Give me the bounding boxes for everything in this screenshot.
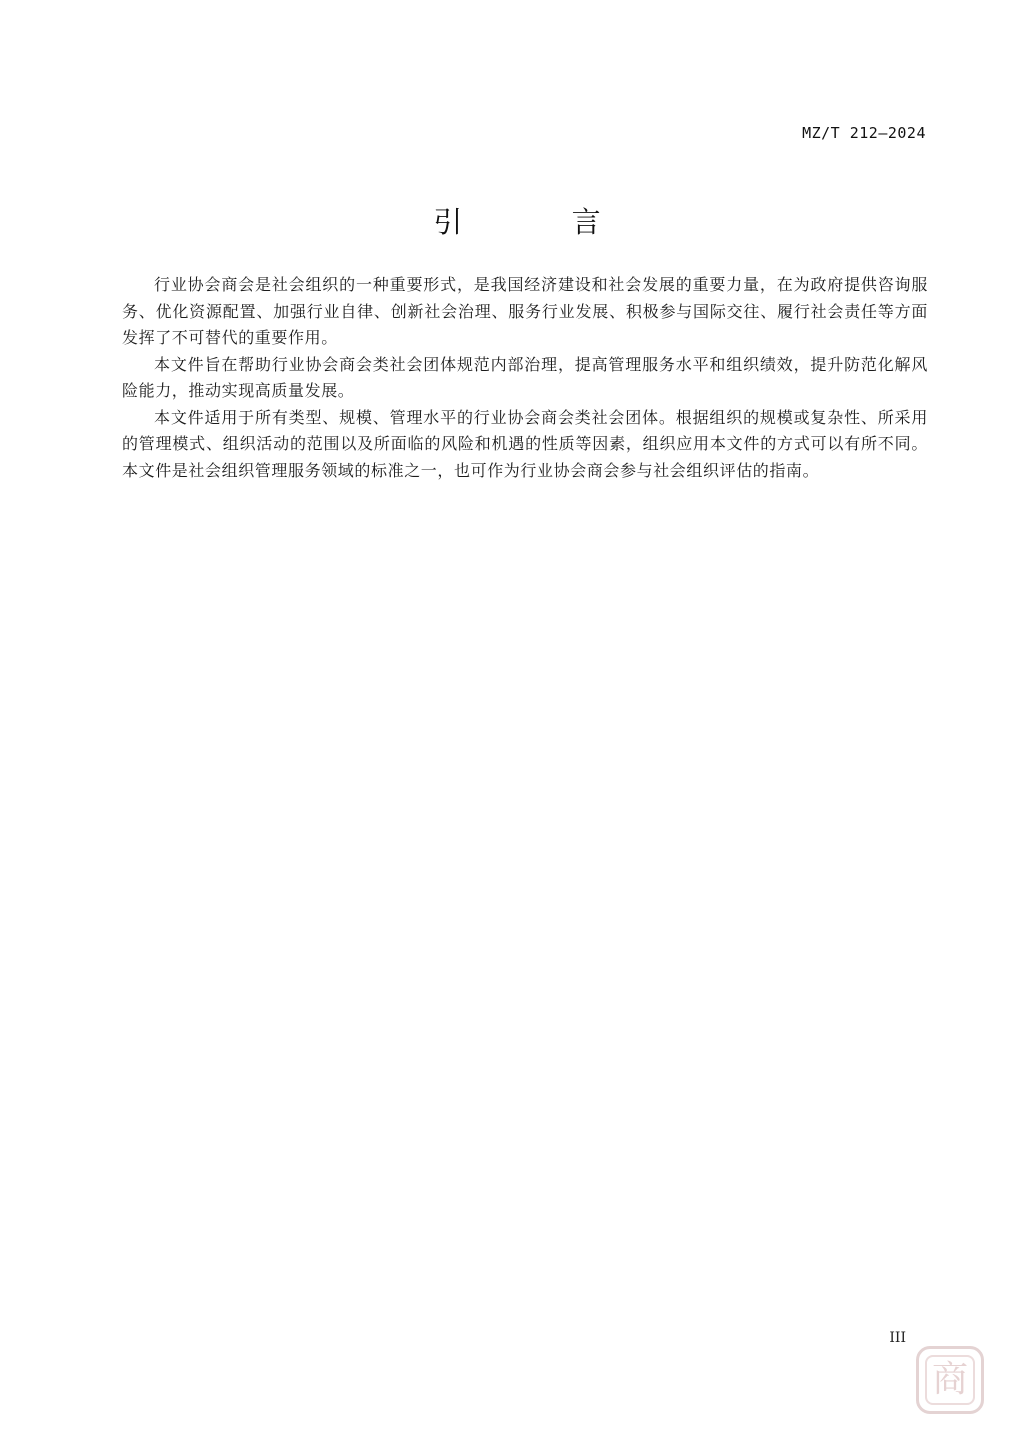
- body-text: [122, 272, 928, 484]
- section-title: 引 言: [433, 205, 651, 239]
- paragraph: 本文件适用于所有类型、规模、管理水平的行业协会商会类社会团体。根据组织的规模或复杂性、所采用的管理模式、组织活动的范围以及所面临的风险和机遇的性质等因素，组织应用本文件的方式可以有所不同。本文件是社会组织管理服务领域的标准之一，也可作为行业协会商会参与社会组织评估的指南。: [122, 407, 928, 480]
- document-code: MZ/T 212—2024: [802, 124, 926, 142]
- watermark-glyph: 商: [925, 1355, 975, 1405]
- page-number: III: [889, 1330, 906, 1346]
- paragraph: 行业协会商会是社会组织的一种重要形式，是我国经济建设和社会发展的重要力量，在为政府提供咨询服务、优化资源配置、加强行业自律、创新社会治理、服务行业发展、积极参与国际交往、履行社会责任等方面发挥了不可替代的重要作用。: [122, 275, 928, 347]
- watermark-logo: [916, 1346, 984, 1414]
- paragraph: 本文件旨在帮助行业协会商会类社会团体规范内部治理，提高管理服务水平和组织绩效，提升防范化解风险能力，推动实现高质量发展。: [122, 354, 928, 400]
